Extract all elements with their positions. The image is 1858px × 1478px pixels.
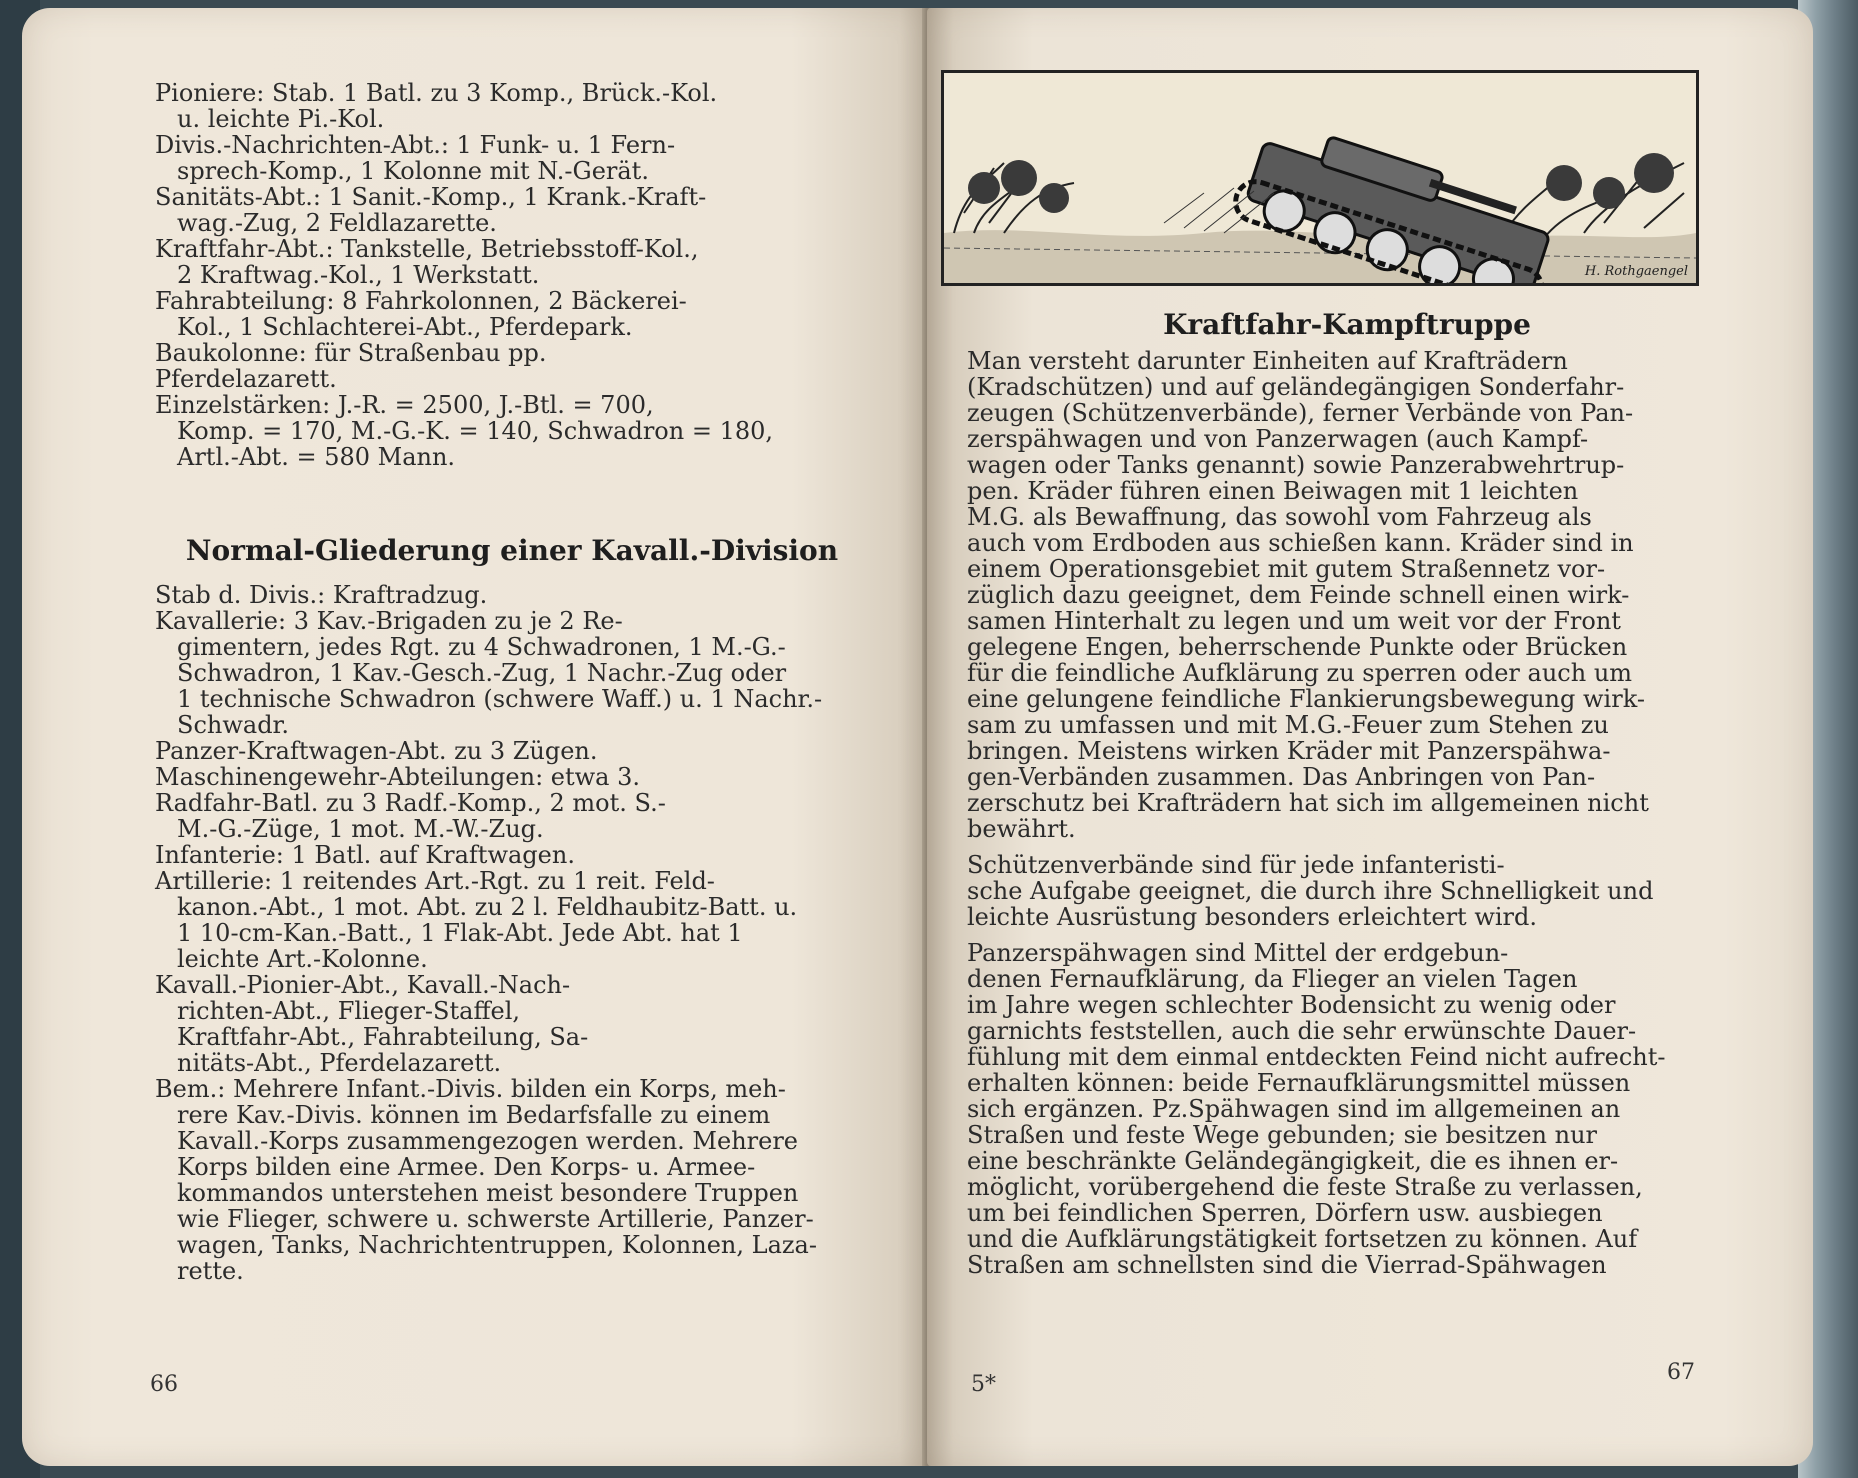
text-line: bringen. Meistens wirken Kräder mit Panzerspähwa-: [967, 737, 1611, 765]
text-line: Korps bilden eine Armee. Den Korps- u. Armee-: [177, 1153, 756, 1181]
text-line: Kavall.-Pionier-Abt., Kavall.-Nach-: [155, 971, 571, 999]
tank-illustration: [941, 70, 1699, 286]
text-line: 1 technische Schwadron (schwere Waff.) u. 1 Nachr.-: [177, 685, 823, 713]
text-line: zerschutz bei Krafträdern hat sich im allgemeinen nicht: [967, 789, 1649, 817]
text-line: sprech-Komp., 1 Kolonne mit N.-Gerät.: [177, 157, 649, 185]
text-line: kommandos unterstehen meist besondere Truppen: [177, 1179, 799, 1207]
text-line: sich ergänzen. Pz.Spähwagen sind im allgemeinen an: [967, 1095, 1621, 1123]
text-line: Panzer-Kraftwagen-Abt. zu 3 Zügen.: [155, 737, 598, 765]
text-line: samen Hinterhalt zu legen und um weit vor der Front: [967, 607, 1621, 635]
text-line: eine gelungene feindliche Flankierungsbewegung wirk-: [967, 685, 1645, 713]
text-line: Schwadr.: [177, 711, 290, 739]
text-line: Artillerie: 1 reitendes Art.-Rgt. zu 1 reit. Feld-: [155, 867, 715, 895]
text-line: wag.-Zug, 2 Feldlazarette.: [177, 209, 497, 237]
text-line: zeugen (Schützenverbände), ferner Verbände von Pan-: [967, 399, 1634, 427]
text-line: um bei feindlichen Sperren, Dörfern usw. ausbiegen: [967, 1199, 1603, 1227]
text-line: Sanitäts-Abt.: 1 Sanit.-Komp., 1 Krank.-Kraft-: [155, 183, 707, 211]
text-line: Einzelstärken: J.-R. = 2500, J.-Btl. = 700,: [155, 391, 654, 419]
text-line: M.-G.-Züge, 1 mot. M.-W.-Zug.: [177, 815, 544, 843]
text-line: nitäts-Abt., Pferdelazarett.: [177, 1049, 502, 1077]
text-line: fühlung mit dem einmal entdeckten Feind nicht aufrecht-: [967, 1043, 1666, 1071]
text-line: richten-Abt., Flieger-Staffel,: [177, 997, 520, 1025]
page-number-left: 66: [150, 1372, 178, 1397]
text-line: denen Fernaufklärung, da Flieger an vielen Tagen: [967, 965, 1578, 993]
text-line: Kol., 1 Schlachterei-Abt., Pferdepark.: [177, 313, 633, 341]
text-line: kanon.-Abt., 1 mot. Abt. zu 2 l. Feldhaubitz-Batt. u.: [177, 893, 798, 921]
text-line: gelegene Engen, beherrschende Punkte oder Brücken: [967, 633, 1628, 661]
text-line: einem Operationsgebiet mit gutem Straßennetz vor-: [967, 555, 1606, 583]
text-line: (Kradschützen) und auf geländegängigen Sonderfahr-: [967, 373, 1625, 401]
text-line: Kavall.-Korps zusammengezogen werden. Mehrere: [177, 1127, 799, 1155]
text-line: auch vom Erdboden aus schießen kann. Kräder sind in: [967, 529, 1634, 557]
text-line: möglicht, vorübergehend die feste Straße zu verlassen,: [967, 1173, 1643, 1201]
text-line: Radfahr-Batl. zu 3 Radf.-Komp., 2 mot. S.-: [155, 789, 666, 817]
text-line: garnichts feststellen, auch die sehr erwünschte Dauer-: [967, 1017, 1637, 1045]
text-line: für die feindliche Aufklärung zu sperren oder auch um: [967, 659, 1633, 687]
text-line: Panzerspähwagen sind Mittel der erdgebun-: [967, 939, 1509, 967]
text-line: zerspähwagen und von Panzerwagen (auch Kampf-: [967, 425, 1589, 453]
text-line: Schwadron, 1 Kav.-Gesch.-Zug, 1 Nachr.-Zug oder: [177, 659, 787, 687]
text-line: wie Flieger, schwere u. schwerste Artillerie, Panzer-: [177, 1205, 814, 1233]
text-line: Baukolonne: für Straßenbau pp.: [155, 339, 547, 367]
text-line: erhalten können: beide Fernaufklärungsmittel müssen: [967, 1069, 1631, 1097]
text-line: Infanterie: 1 Batl. auf Kraftwagen.: [155, 841, 575, 869]
text-line: rette.: [177, 1257, 244, 1285]
text-line: Pioniere: Stab. 1 Batl. zu 3 Komp., Brück.-Kol.: [155, 79, 718, 107]
text-line: Straßen und feste Wege gebunden; sie besitzen nur: [967, 1121, 1598, 1149]
text-line: sam zu umfassen und mit M.G.-Feuer zum Stehen zu: [967, 711, 1609, 739]
signature-mark: 5*: [971, 1372, 996, 1397]
text-line: Straßen am schnellsten sind die Vierrad-Spähwagen: [967, 1251, 1607, 1279]
text-line: wagen, Tanks, Nachrichtentruppen, Kolonnen, Laza-: [177, 1231, 817, 1259]
text-line: und die Aufklärungstätigkeit fortsetzen zu können. Auf: [967, 1225, 1638, 1253]
text-line: Kraftfahr-Abt., Fahrabteilung, Sa-: [177, 1023, 589, 1051]
text-line: leichte Ausrüstung besonders erleichtert wird.: [967, 903, 1538, 931]
text-line: gimentern, jedes Rgt. zu 4 Schwadronen, 1 M.-G.-: [177, 633, 786, 661]
text-line: Divis.-Nachrichten-Abt.: 1 Funk- u. 1 Fern-: [155, 131, 676, 159]
text-line: Artl.-Abt. = 580 Mann.: [177, 443, 456, 471]
section-heading-kavallerie-division: Normal-Gliederung einer Kavall.-Division: [185, 534, 839, 567]
text-line: züglich dazu geeignet, dem Feinde schnell einen wirk-: [967, 581, 1630, 609]
text-line: Maschinengewehr-Abteilungen: etwa 3.: [155, 763, 641, 791]
page-number-right: 67: [1667, 1360, 1695, 1385]
text-line: pen. Kräder führen einen Beiwagen mit 1 leichten: [967, 477, 1579, 505]
text-line: M.G. als Bewaffnung, das sowohl vom Fahrzeug als: [967, 503, 1592, 531]
text-line: Komp. = 170, M.-G.-K. = 140, Schwadron = 180,: [177, 417, 774, 445]
text-line: Bem.: Mehrere Infant.-Divis. bilden ein Korps, meh-: [155, 1075, 786, 1103]
text-line: Man versteht darunter Einheiten auf Krafträdern: [967, 347, 1568, 375]
text-line: Fahrabteilung: 8 Fahrkolonnen, 2 Bäckerei-: [155, 287, 687, 315]
text-line: leichte Art.-Kolonne.: [177, 945, 428, 973]
section-heading-kraftfahr-kampftruppe: Kraftfahr-Kampftruppe: [1163, 308, 1531, 341]
text-line: im Jahre wegen schlechter Bodensicht zu wenig oder: [967, 991, 1616, 1019]
right-page-text-block: [967, 348, 1772, 1278]
text-line: eine beschränkte Geländegängigkeit, die es ihnen er-: [967, 1147, 1619, 1175]
text-line: 2 Kraftwag.-Kol., 1 Werkstatt.: [177, 261, 540, 289]
illustrator-signature: H. Rothgaengel: [1584, 264, 1688, 279]
left-page-text-block-1: [155, 80, 900, 470]
text-line: Pferdelazarett.: [155, 365, 337, 393]
tank-drawing: [944, 73, 1696, 283]
text-line: 1 10-cm-Kan.-Batt., 1 Flak-Abt. Jede Abt. hat 1: [177, 919, 743, 947]
text-line: sche Aufgabe geeignet, die durch ihre Schnelligkeit und: [967, 877, 1654, 905]
text-line: Schützenverbände sind für jede infanteristi-: [967, 851, 1505, 879]
text-line: rere Kav.-Divis. können im Bedarfsfalle zu einem: [177, 1101, 771, 1129]
text-line: wagen oder Tanks genannt) sowie Panzerabwehrtrup-: [967, 451, 1625, 479]
left-page: [22, 8, 927, 1466]
text-line: Kraftfahr-Abt.: Tankstelle, Betriebsstoff-Kol.,: [155, 235, 699, 263]
right-page: [927, 8, 1813, 1466]
text-line: Kavallerie: 3 Kav.-Brigaden zu je 2 Re-: [155, 607, 623, 635]
text-line: u. leichte Pi.-Kol.: [177, 105, 385, 133]
text-line: gen-Verbänden zusammen. Das Anbringen von Pan-: [967, 763, 1596, 791]
text-line: Stab d. Divis.: Kraftradzug.: [155, 581, 488, 609]
text-line: bewährt.: [967, 815, 1076, 843]
left-page-text-block-2: [155, 582, 900, 1284]
